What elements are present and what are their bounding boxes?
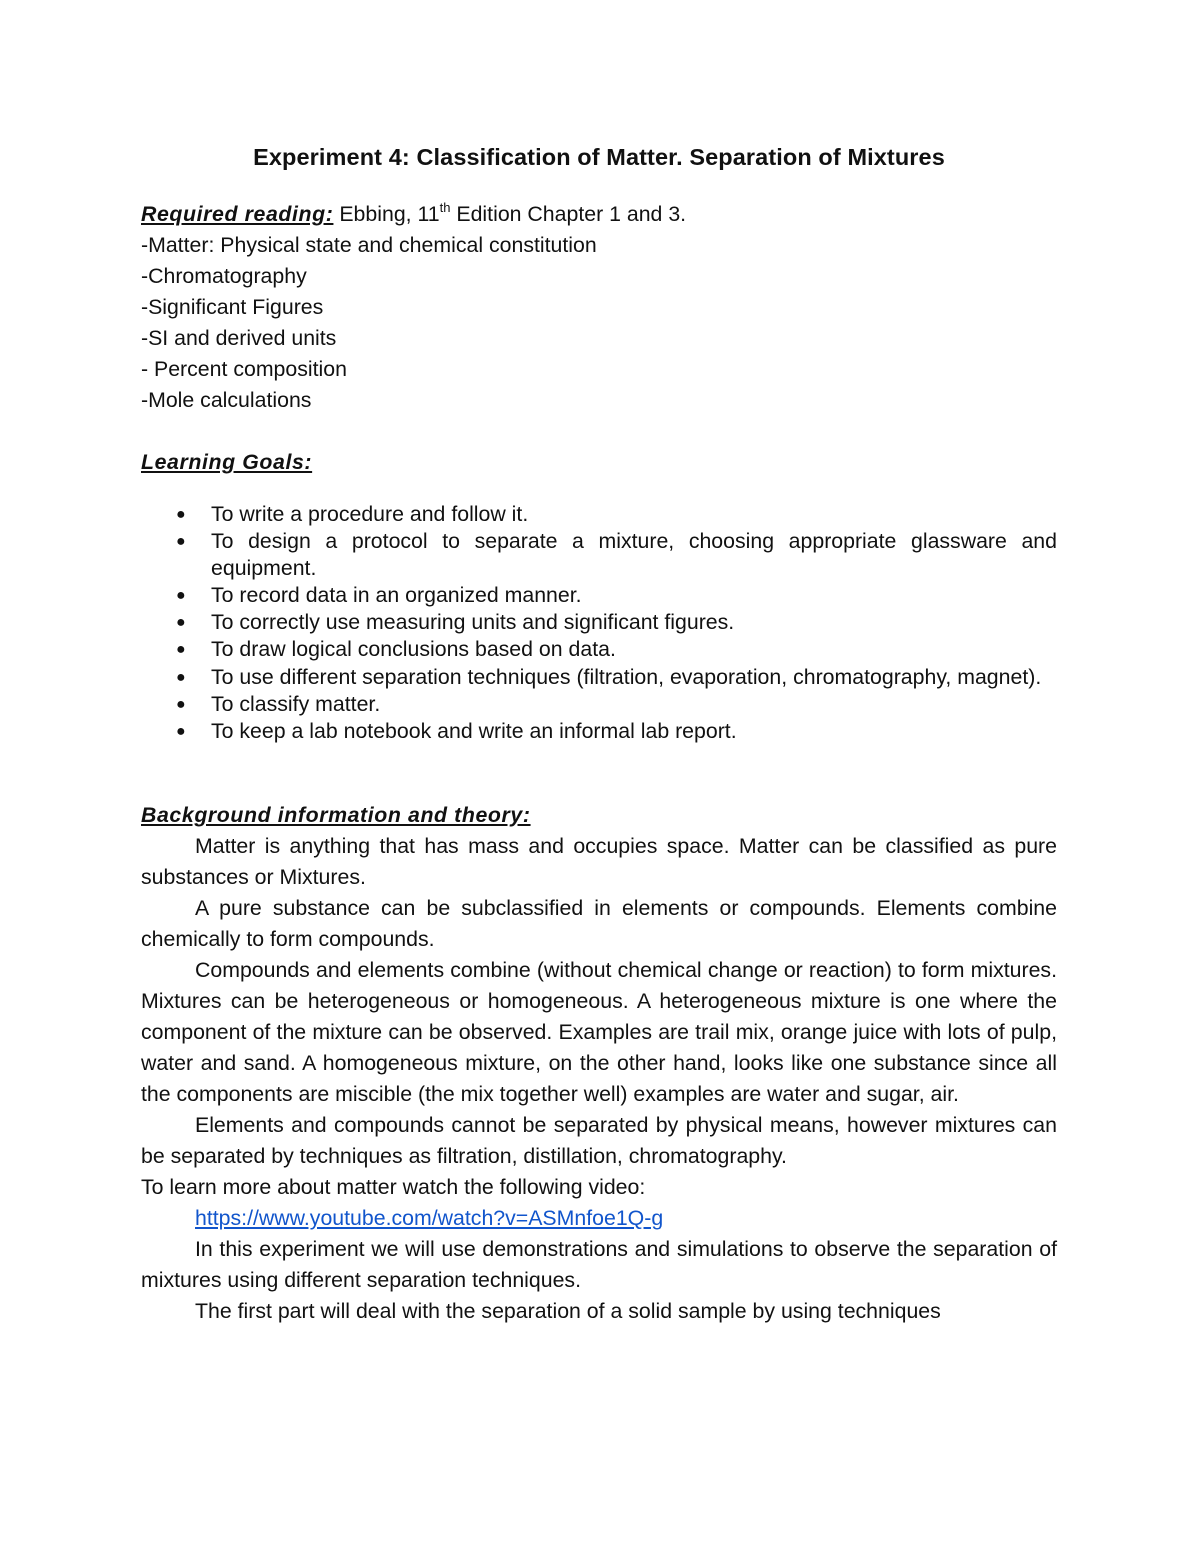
video-link-line (141, 1203, 1057, 1234)
bullet-icon: ● (176, 641, 186, 659)
bullet-icon: ● (176, 695, 186, 713)
bullet-icon: ● (176, 533, 186, 551)
reading-topic: -Matter: Physical state and chemical constitution (141, 233, 597, 257)
bullet-icon: ● (176, 587, 186, 605)
list-item (141, 691, 1057, 718)
bullet-icon: ● (176, 668, 186, 686)
bullet-icon: ● (176, 614, 186, 632)
required-reading-line (141, 199, 1057, 230)
reading-topic: -Chromatography (141, 264, 307, 288)
learning-goals-list (141, 501, 1057, 745)
bullet-icon: ● (176, 506, 186, 523)
goal-text: To record data in an organized manner. (211, 583, 582, 608)
document-title: Experiment 4: Classification of Matter. Separation of Mixtures (253, 144, 945, 170)
video-intro: To learn more about matter watch the following video: (141, 1174, 646, 1199)
reading-topic: -Significant Figures (141, 295, 324, 319)
goal-text: To use different separation techniques (filtration, evaporation, chromatography, magnet). (211, 664, 1042, 689)
bullet-icon: ● (176, 722, 186, 740)
reading-topic: -SI and derived units (141, 326, 337, 350)
list-item (141, 718, 1057, 745)
learning-goals-heading: Learning Goals: (141, 450, 313, 474)
background-paragraph: Compounds and elements combine (without chemical change or reaction) to form mixtures. Mixtures can be heterogeneous or homogeneous. A heterogeneous mixture is one where the component of the mixture can be observed. Examples are trail mix, orange juice with lots of pulp, water and sand. A homogeneous mixture, on the other hand, looks like one substance since all the components are miscible (the mix together well) examples are water and sugar, air. (141, 957, 1057, 1106)
reading-topic: - Percent composition (141, 357, 347, 381)
goal-text: To keep a lab notebook and write an informal lab report. (211, 718, 737, 743)
list-item (141, 636, 1057, 663)
background-paragraph: A pure substance can be subclassified in elements or compounds. Elements combine chemically to form compounds. (141, 895, 1057, 951)
background-paragraph: Matter is anything that has mass and occupies space. Matter can be classified as pure substances or Mixtures. (141, 833, 1057, 889)
learning-goals-line (141, 447, 1057, 478)
list-item (141, 582, 1057, 609)
background-paragraph: Elements and compounds cannot be separated by physical means, however mixtures can be separated by techniques as filtration, distillation, chromatography. (141, 1112, 1057, 1168)
goal-text: To classify matter. (211, 691, 381, 716)
goal-text: To correctly use measuring units and significant figures. (211, 610, 735, 635)
superscript-th: th (439, 200, 451, 215)
background-heading: Background information and theory: (141, 802, 531, 827)
required-reading-text: Ebbing, 11 (333, 202, 440, 226)
list-item (141, 609, 1057, 636)
video-link[interactable]: https://www.youtube.com/watch?v=ASMnfoe1Q-g (195, 1205, 664, 1230)
list-item (141, 664, 1057, 691)
list-item (141, 528, 1057, 582)
background-paragraph: The first part will deal with the separation of a solid sample by using techniques (195, 1298, 941, 1323)
reading-topic: -Mole calculations (141, 388, 312, 412)
goal-text: To write a procedure and follow it. (211, 502, 529, 526)
list-item (141, 501, 1057, 528)
goal-text: To draw logical conclusions based on data. (211, 637, 616, 662)
background-heading-line (141, 800, 1057, 831)
required-reading-text-end: Edition Chapter 1 and 3. (450, 202, 687, 226)
background-paragraph: In this experiment we will use demonstrations and simulations to observe the separation of mixtures using different separation techniques. (141, 1236, 1057, 1292)
document-content (141, 140, 1057, 1327)
goal-text: To design a protocol to separate a mixture, choosing appropriate glassware and equipment. (211, 529, 1057, 581)
required-reading-heading: Required reading: (141, 202, 334, 226)
